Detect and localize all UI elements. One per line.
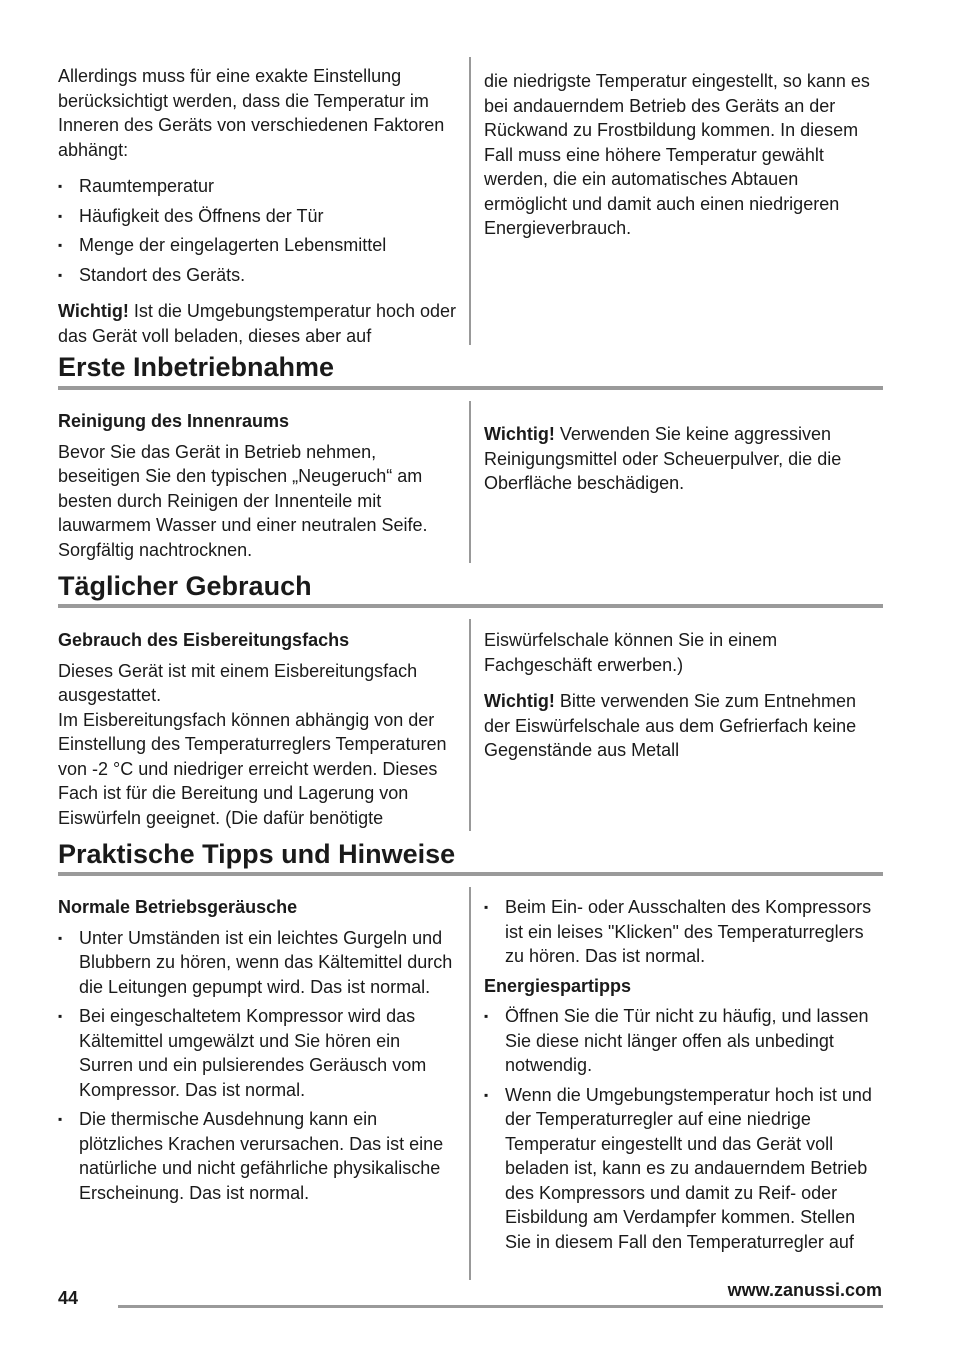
- intro-paragraph: Allerdings muss für eine exakte Einstellung berücksichtigt werden, dass die Temperatur im Inneren des Geräts von verschiedenen Faktoren abhängt:: [58, 66, 445, 160]
- noise-list: [58, 926, 456, 1206]
- section-rule: [58, 872, 883, 876]
- list-item: ▪ Wenn die Umgebungstemperatur hoch ist und der Temperaturregler auf eine niedrige Temperatur eingestellt und das Gerät voll beladen ist, kann es zu andauerndem Betrieb des Kompressors und damit zu Reif- oder Eisbildung am Verdampfer kommen. Stellen Sie in diesem Fall den Temperaturregler auf: [484, 1083, 882, 1255]
- list-item: ▪ Standort des Geräts.: [58, 263, 456, 288]
- column-divider: [469, 401, 471, 563]
- subsection-title: Normale Betriebsgeräusche: [58, 897, 298, 917]
- important-text: Verwenden Sie keine aggressiven Reinigungsmittel oder Scheuerpulver, die die Oberfläche beschädigen.: [484, 424, 842, 493]
- column-divider: [469, 887, 471, 1280]
- list-item: ▪ Die thermische Ausdehnung kann ein plötzliches Krachen verursachen. Das ist eine natürliche und nicht gefährliche physikalische Erscheinung. Das ist normal.: [58, 1107, 456, 1205]
- section-1-left-column: [58, 409, 456, 562]
- important-label: Wichtig!: [484, 691, 555, 711]
- important-label: Wichtig!: [484, 424, 555, 444]
- list-item: ▪ Häufigkeit des Öffnens der Tür: [58, 204, 456, 229]
- subsection-title: Energiespartipps: [484, 975, 632, 996]
- footer-rule: [118, 1305, 883, 1308]
- important-note: [58, 299, 456, 348]
- body-text: Bevor Sie das Gerät in Betrieb nehmen, beseitigen Sie den typischen „Neugeruch“ am besten durch Reinigen der Innenteile mit lauwarmem Wasser und einer neutralen Seife. Sorgfältig nachtrocknen.: [58, 441, 428, 560]
- section-3-right-column: [484, 895, 882, 1259]
- important-text: Bitte verwenden Sie zum Entnehmen der Eiswürfelschale aus dem Gefrierfach keine Gegenstände aus Metall: [484, 691, 857, 760]
- section-2-left-column: [58, 628, 456, 830]
- list-item: ▪ Öffnen Sie die Tür nicht zu häufig, und lassen Sie diese nicht länger offen als unbedingt notwendig.: [484, 1004, 882, 1078]
- section-3-left-column: [58, 895, 456, 1210]
- list-item: ▪ Unter Umständen ist ein leichtes Gurgeln und Blubbern zu hören, wenn das Kältemittel durch die Leitungen gepumpt wird. Das ist normal.: [58, 926, 456, 1000]
- section-2-right-column: [484, 628, 882, 763]
- section-rule: [58, 604, 883, 608]
- subsection-title: Gebrauch des Eisbereitungsfachs: [58, 630, 350, 650]
- important-note: [484, 689, 882, 763]
- list-item: ▪ Beim Ein- oder Ausschalten des Kompressors ist ein leises "Klicken" des Temperaturreglers zu hören. Das ist normal.: [484, 895, 882, 969]
- section-title-taeglicher-gebrauch: Täglicher Gebrauch: [58, 571, 312, 601]
- intro-right-paragraph: die niedrigste Temperatur eingestellt, so kann es bei andauerndem Betrieb des Geräts an der Rückwand zu Frostbildung kommen. In diesem Fall muss eine höhere Temperatur gewählt werden, die ein automatisches Abtauen ermöglicht und damit auch einen niedrigeren Energieverbrauch.: [484, 71, 870, 238]
- body-text: Im Eisbereitungsfach können abhängig von der Einstellung des Temperaturreglers Temperaturen von -2 °C und niedriger erreicht werden. Dieses Fach ist für die Bereitung und Lagerung von Eiswürfeln geeignet. (Die dafür benötigte: [58, 709, 447, 828]
- important-text: Ist die Umgebungstemperatur hoch oder das Gerät voll beladen, dieses aber auf: [58, 301, 457, 346]
- page-number: 44: [58, 1288, 79, 1308]
- noise-list-continued: [484, 895, 882, 969]
- energy-list: [484, 1004, 882, 1254]
- list-item: ▪ Menge der eingelagerten Lebensmittel: [58, 233, 456, 258]
- list-item: ▪ Bei eingeschaltetem Kompressor wird das Kältemittel umgewälzt und Sie hören ein Surren und ein pulsierendes Geräusch vom Kompressor. Das ist normal.: [58, 1004, 456, 1102]
- website-link[interactable]: www.zanussi.com: [727, 1280, 882, 1300]
- factors-list: [58, 174, 456, 287]
- intro-left-column: [58, 64, 456, 348]
- section-title-praktische-tipps: Praktische Tipps und Hinweise: [58, 839, 456, 869]
- important-note: [484, 422, 882, 496]
- important-label: Wichtig!: [58, 301, 129, 321]
- section-1-right-column: [484, 422, 882, 496]
- intro-right-column: [484, 69, 882, 241]
- column-divider: [469, 57, 471, 345]
- subsection-title: Reinigung des Innenraums: [58, 411, 290, 431]
- body-text: Eiswürfelschale können Sie in einem Fachgeschäft erwerben.): [484, 630, 778, 675]
- body-text: Dieses Gerät ist mit einem Eisbereitungsfach ausgestattet.: [58, 660, 418, 705]
- list-item: ▪ Raumtemperatur: [58, 174, 456, 199]
- section-title-erste-inbetriebnahme: Erste Inbetriebnahme: [58, 352, 335, 382]
- section-rule: [58, 386, 883, 390]
- column-divider: [469, 619, 471, 831]
